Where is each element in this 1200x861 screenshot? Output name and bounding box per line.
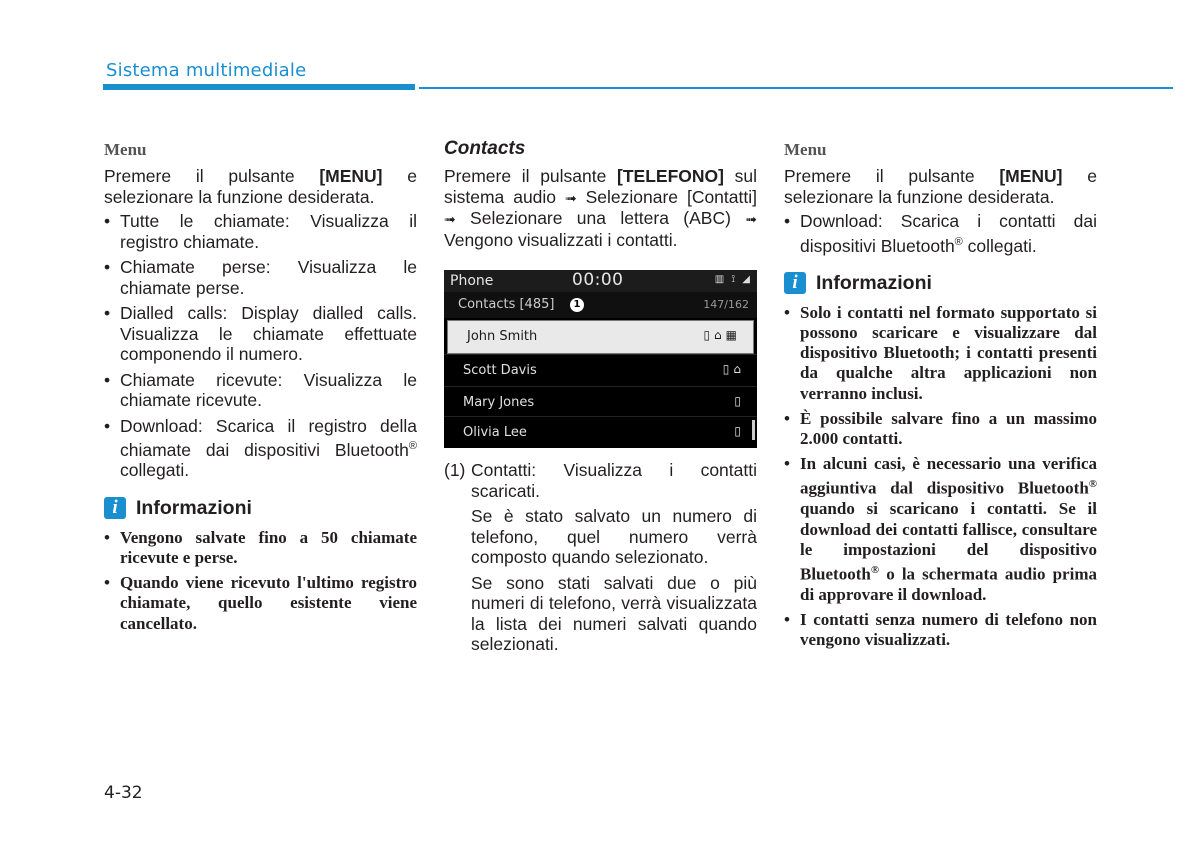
contacts-heading: Contacts [444,138,526,159]
callout-description [444,460,757,655]
info-item: • È possibile salvare fino a un massimo 2.000 contatti. [784,409,1097,449]
menu-heading: Menu [104,140,147,159]
header-rule-thin [419,87,1173,89]
info-title: Informazioni [816,271,932,294]
telefono-key-label: [TELEFONO] [617,166,724,186]
info-header [784,272,1097,295]
info-item: • In alcuni casi, è necessario una verifica aggiuntiva dal dispositivo Bluetooth® quando si scaricano i contatti. Se il download dei contatti fallisce, consultare le impostazioni del dispositivo Bluetooth® o la schermata audio prima di approvare il download. [784,454,1097,605]
list-item: • Dialled calls: Display dialled calls. Visualizza le chiamate effettuate componendo il numero. [104,303,417,365]
page-counter: 147/162 [703,298,749,311]
contact-name: Scott Davis [463,363,537,378]
info-header [104,497,417,520]
screen-title: Phone [450,273,494,289]
scrollbar[interactable] [752,420,755,440]
callout-number: (1) [444,460,466,480]
contact-type-icons: ▯ [734,394,745,408]
menu-list [104,211,417,481]
callout-paragraph: Se sono stati salvati due o più numeri di telefono, verrà visualizzata la lista dei numeri salvati quando selezionati. [471,572,757,654]
contact-row[interactable] [444,386,757,419]
info-list [104,528,417,634]
screen-title-bar [444,270,757,292]
page-number: 4-32 [104,783,143,803]
info-item: • Vengono salvate fino a 50 chiamate ricevute e perse. [104,528,417,568]
phone-screen-illustration [444,270,757,448]
column-call-history [104,138,417,639]
contact-name: Mary Jones [463,395,535,410]
info-icon: i [104,497,126,519]
menu-key-label: [MENU] [999,166,1063,186]
arrow-icon: ➟ [444,211,456,227]
list-item: • Chiamate perse: Visualizza le chiamate perse. [104,257,417,298]
callout-badge: 1 [570,298,584,312]
contact-type-icons: ▯⌂▦ [703,328,741,342]
contact-row[interactable] [444,416,757,449]
column-contacts-menu [784,138,1097,655]
contacts-intro: Premere il pulsante [TELEFONO] sul sistema audio ➟ Selezionare [Contatti] ➟ Selezionare una lettera (ABC) ➟ Vengono visualizzati i contatti. [444,166,757,250]
list-item: • Chiamate ricevute: Visualizza le chiamate ricevute. [104,370,417,411]
column-contacts [444,138,757,660]
screen-clock: 00:00 [572,270,624,290]
info-list [784,303,1097,651]
contact-type-icons: ▯ [734,424,745,438]
list-item: • Download: Scarica il registro della chiamate dai dispositivi Bluetooth® collegati. [104,416,417,481]
menu-intro: Premere il pulsante [MENU] e selezionare la funzione desiderata. [104,166,417,207]
contact-row[interactable] [447,320,754,354]
contact-type-icons: ▯⌂ [722,362,745,376]
arrow-icon: ➟ [745,211,757,227]
contact-name: John Smith [467,329,538,344]
callout-paragraph: Se è stato salvato un numero di telefono, quel numero verrà composto quando selezionato. [471,506,757,567]
status-icons: ▥ ⟟ ◢ [714,274,752,285]
contacts-bar [444,292,757,318]
contact-name: Olivia Lee [463,425,527,440]
arrow-icon: ➟ [564,189,577,206]
callout-paragraph: Contatti: Visualizza i contatti scaricati. [471,460,757,501]
info-item: • Quando viene ricevuto l'ultimo registro chiamate, quello esistente viene cancellato. [104,573,417,634]
info-icon: i [784,272,806,294]
menu-key-label: [MENU] [319,166,383,186]
menu-heading: Menu [784,140,827,159]
list-item: • Tutte le chiamate: Visualizza il registro chiamate. [104,211,417,252]
menu-intro: Premere il pulsante [MENU] e selezionare la funzione desiderata. [784,166,1097,207]
menu-list [784,211,1097,256]
contact-row[interactable] [444,354,757,387]
section-title: Sistema multimediale [106,60,307,81]
contacts-count-label: Contacts [485] [458,297,555,312]
header-rule-thick [103,84,415,90]
info-item: • Solo i contatti nel formato supportato si possono scaricare e visualizzare dal dispositivo Bluetooth; i contatti presenti da qualche altra applicazioni non verranno inclusi. [784,303,1097,404]
list-item: • Download: Scarica i contatti dai dispositivi Bluetooth® collegati. [784,211,1097,256]
info-title: Informazioni [136,496,252,519]
info-item: • I contatti senza numero di telefono non vengono visualizzati. [784,610,1097,650]
